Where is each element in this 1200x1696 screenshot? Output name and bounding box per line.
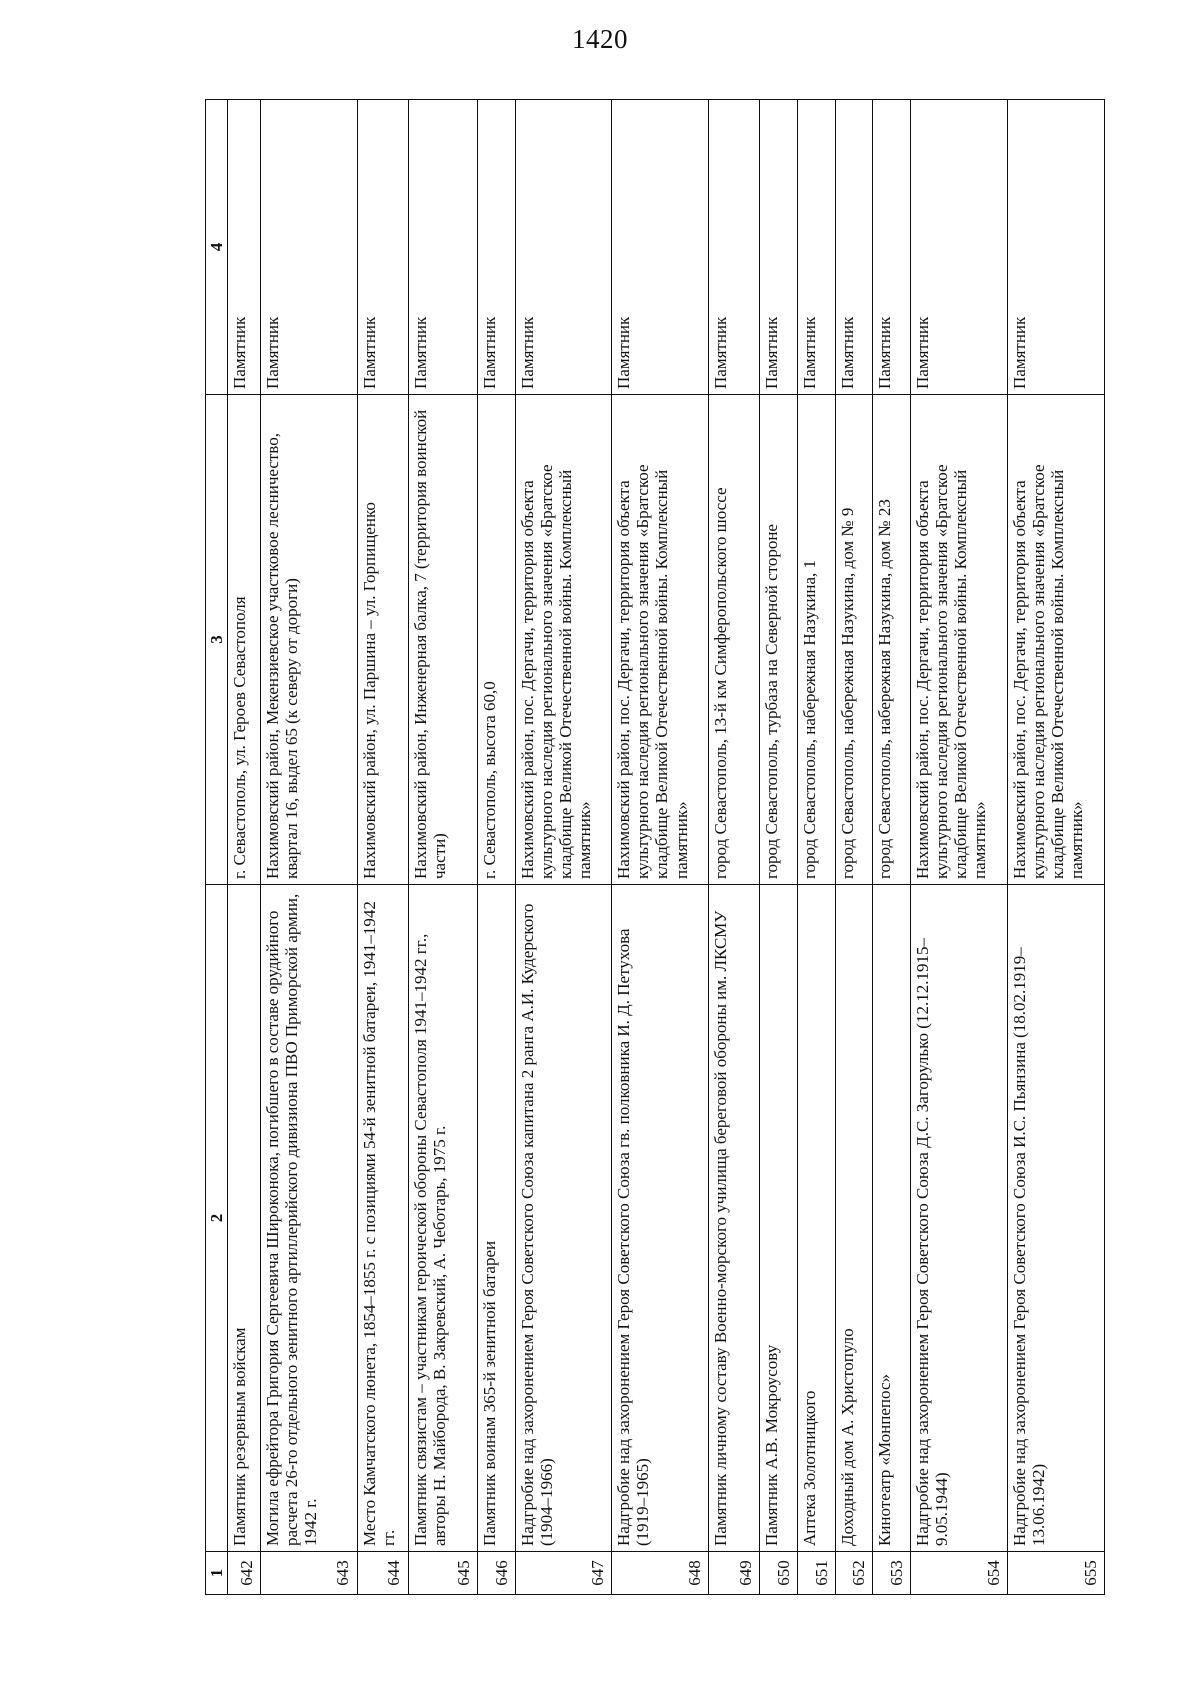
object-category: Памятник [357, 100, 408, 395]
monuments-table [205, 99, 1105, 1595]
row-number: 649 [709, 1552, 760, 1595]
object-category: Памятник [835, 100, 873, 395]
row-number: 645 [408, 1552, 477, 1595]
object-name: Аптека Золотницкого [797, 885, 835, 1552]
object-location: Нахимовский район, пос. Дергачи, территория объекта культурного наследия регионального значения «Братское кладбище Великой Отечественной войны. Комплексный памятник» [612, 395, 709, 885]
object-name: Надгробие над захоронением Героя Советского Союза гв. полковника И. Д. Петухова (1919–1965) [612, 885, 709, 1552]
table-row [357, 100, 408, 1595]
object-category: Памятник [911, 100, 1008, 395]
object-name: Доходный дом А. Христопуло [835, 885, 873, 1552]
table-body [228, 100, 1105, 1595]
object-location: Нахимовский район, Мекензиевское участковое лесничество, квартал 16, выдел 65 (к северу от дороги) [260, 395, 357, 885]
row-number: 644 [357, 1552, 408, 1595]
row-number: 648 [612, 1552, 709, 1595]
object-location: город Севастополь, набережная Назукина, 1 [797, 395, 835, 885]
object-category: Памятник [408, 100, 477, 395]
object-category: Памятник [477, 100, 515, 395]
row-number: 655 [1007, 1552, 1104, 1595]
object-category: Памятник [709, 100, 760, 395]
row-number: 650 [760, 1552, 798, 1595]
object-name: Памятник А.В. Мокроусову [760, 885, 798, 1552]
object-name: Памятник воинам 365-й зенитной батареи [477, 885, 515, 1552]
object-location: Нахимовский район, ул. Паршина – ул. Горпищенко [357, 395, 408, 885]
row-number: 643 [260, 1552, 357, 1595]
object-category: Памятник [873, 100, 911, 395]
object-name: Надгробие над захоронением Героя Советского Союза И.С. Пьянзина (18.02.1919–13.06.1942) [1007, 885, 1104, 1552]
object-location: Нахимовский район, пос. Дергачи, территория объекта культурного наследия регионального значения «Братское кладбище Великой Отечественной войны. Комплексный памятник» [515, 395, 612, 885]
page-number: 1420 [572, 24, 628, 54]
table-row [260, 100, 357, 1595]
table-row [760, 100, 798, 1595]
table-row [1007, 100, 1104, 1595]
object-category: Памятник [1007, 100, 1104, 395]
table-row [709, 100, 760, 1595]
object-name: Памятник резервным войскам [228, 885, 261, 1552]
table-row [911, 100, 1008, 1595]
object-location: город Севастополь, 13-й км Симферопольского шоссе [709, 395, 760, 885]
object-name: Место Камчатского люнета, 1854–1855 г. с позициями 54-й зенитной батареи, 1941–1942 гг. [357, 885, 408, 1552]
object-location: город Севастополь, турбаза на Северной стороне [760, 395, 798, 885]
object-name: Надгробие над захоронением Героя Советского Союза Д.С. Загорулько (12.12.1915–9.05.1944) [911, 885, 1008, 1552]
header-col-3: 3 [206, 395, 228, 885]
table-row [408, 100, 477, 1595]
rotated-table-container [205, 100, 1105, 1595]
object-category: Памятник [797, 100, 835, 395]
object-category: Памятник [515, 100, 612, 395]
table-row [797, 100, 835, 1595]
object-location: город Севастополь, набережная Назукина, дом № 23 [873, 395, 911, 885]
object-location: Нахимовский район, пос. Дергачи, территория объекта культурного наследия регионального значения «Братское кладбище Великой Отечественной войны. Комплексный памятник» [1007, 395, 1104, 885]
table-row [515, 100, 612, 1595]
table-row [477, 100, 515, 1595]
object-category: Памятник [260, 100, 357, 395]
object-name: Памятник связистам – участникам героической обороны Севастополя 1941–1942 гг., авторы Н. Майборода, В. Закревский, А. Чеботарь, 1975 г. [408, 885, 477, 1552]
object-location: г. Севастополь, ул. Героев Севастополя [228, 395, 261, 885]
header-col-1: 1 [206, 1552, 228, 1595]
table-header-row [206, 100, 228, 1595]
object-category: Памятник [612, 100, 709, 395]
object-name: Кинотеатр «Монпепос» [873, 885, 911, 1552]
row-number: 654 [911, 1552, 1008, 1595]
object-location: Нахимовский район, пос. Дергачи, территория объекта культурного наследия регионального значения «Братское кладбище Великой Отечественной войны. Комплексный памятник» [911, 395, 1008, 885]
row-number: 646 [477, 1552, 515, 1595]
table-row [612, 100, 709, 1595]
row-number: 651 [797, 1552, 835, 1595]
header-col-2: 2 [206, 885, 228, 1552]
object-location: г. Севастополь, высота 60,0 [477, 395, 515, 885]
row-number: 653 [873, 1552, 911, 1595]
object-name: Памятник личному составу Военно-морского училища береговой обороны им. ЛКСМУ [709, 885, 760, 1552]
row-number: 652 [835, 1552, 873, 1595]
table-row [873, 100, 911, 1595]
header-col-4: 4 [206, 100, 228, 395]
object-location: Нахимовский район, Инженерная балка, 7 (территория воинской части) [408, 395, 477, 885]
object-location: город Севастополь, набережная Назукина, дом № 9 [835, 395, 873, 885]
row-number: 647 [515, 1552, 612, 1595]
row-number: 642 [228, 1552, 261, 1595]
table-row [835, 100, 873, 1595]
object-category: Памятник [760, 100, 798, 395]
object-name: Надгробие над захоронением Героя Советского Союза капитана 2 ранга А.И. Кудерского (1904–1966) [515, 885, 612, 1552]
table-row [228, 100, 261, 1595]
object-category: Памятник [228, 100, 261, 395]
object-name: Могила ефрейтора Григория Сергеевича Широконока, погибшего в составе орудийного расчета 26-го отдельного зенитного артиллерийского дивизиона ПВО Приморской армии, 1942 г. [260, 885, 357, 1552]
